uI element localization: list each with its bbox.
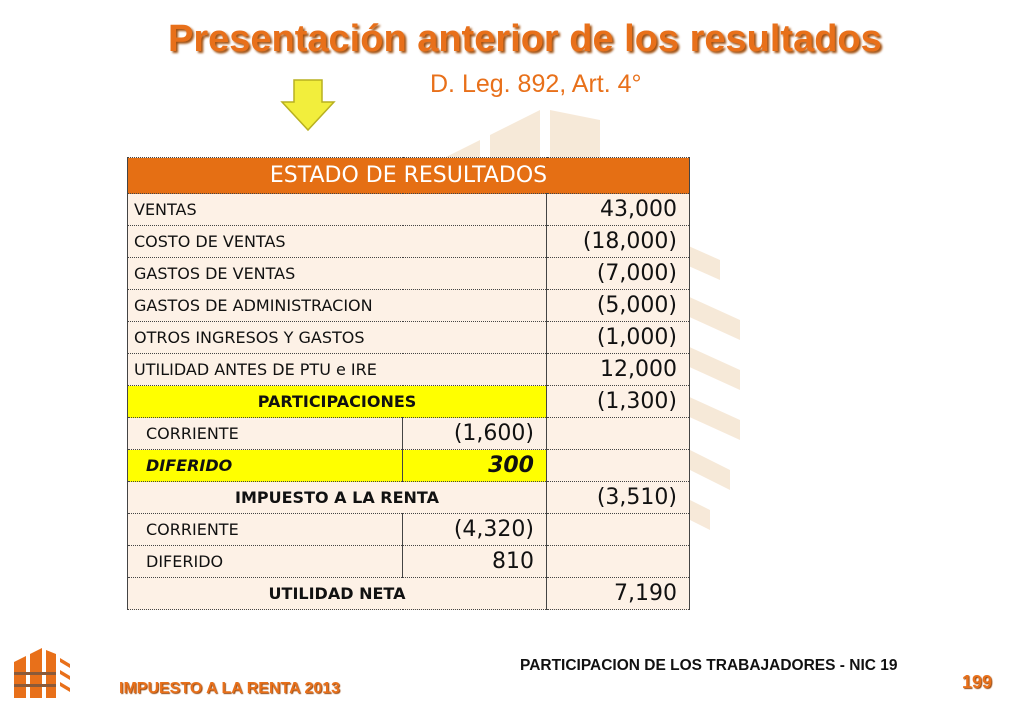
row-value: (18,000) bbox=[547, 226, 690, 258]
table-row bbox=[128, 290, 690, 322]
row-label: IMPUESTO A LA RENTA bbox=[128, 482, 547, 514]
footer-mid-text: PARTICIPACION DE LOS TRABAJADORES - NIC 19 bbox=[520, 657, 898, 674]
row-label: GASTOS DE VENTAS bbox=[128, 258, 547, 290]
row-value: (1,000) bbox=[547, 322, 690, 354]
table-row bbox=[128, 226, 690, 258]
row-label: GASTOS DE ADMINISTRACION bbox=[128, 290, 547, 322]
page-number: 199 bbox=[962, 672, 993, 692]
row-label: OTROS INGRESOS Y GASTOS bbox=[128, 322, 547, 354]
table-row bbox=[128, 546, 690, 578]
row-subvalue: 300 bbox=[403, 450, 547, 482]
table-row bbox=[128, 322, 690, 354]
row-label: COSTO DE VENTAS bbox=[128, 226, 547, 258]
row-value: (7,000) bbox=[547, 258, 690, 290]
row-label: PARTICIPACIONES bbox=[128, 386, 547, 418]
row-subvalue: 810 bbox=[403, 546, 547, 578]
row-label: CORRIENTE bbox=[128, 514, 403, 546]
row-label: DIFERIDO bbox=[128, 546, 403, 578]
company-logo-icon bbox=[8, 642, 72, 702]
row-value-empty bbox=[547, 514, 690, 546]
row-value-empty bbox=[547, 546, 690, 578]
table-header: ESTADO DE RESULTADOS bbox=[128, 158, 690, 194]
table-row bbox=[128, 578, 690, 610]
row-value: 43,000 bbox=[547, 194, 690, 226]
row-label: VENTAS bbox=[128, 194, 547, 226]
table-row bbox=[128, 258, 690, 290]
row-value-empty bbox=[547, 418, 690, 450]
row-value: (3,510) bbox=[547, 482, 690, 514]
table-row bbox=[128, 514, 690, 546]
income-statement-table bbox=[127, 157, 690, 610]
row-value: (5,000) bbox=[547, 290, 690, 322]
arrow-down-icon bbox=[280, 78, 336, 132]
row-value: 12,000 bbox=[547, 354, 690, 386]
row-label: UTILIDAD ANTES DE PTU e IRE bbox=[128, 354, 547, 386]
table-row bbox=[128, 386, 690, 418]
row-value: (1,300) bbox=[547, 386, 690, 418]
table-row bbox=[128, 354, 690, 386]
row-value-empty bbox=[547, 450, 690, 482]
slide-subtitle: D. Leg. 892, Art. 4° bbox=[430, 70, 642, 98]
table-row bbox=[128, 418, 690, 450]
footer-left-text: IMPUESTO A LA RENTA 2013 bbox=[119, 680, 341, 697]
row-label: CORRIENTE bbox=[128, 418, 403, 450]
row-value: 7,190 bbox=[547, 578, 690, 610]
row-subvalue: (4,320) bbox=[403, 514, 547, 546]
row-label: UTILIDAD NETA bbox=[128, 578, 547, 610]
table-row bbox=[128, 450, 690, 482]
table-row bbox=[128, 482, 690, 514]
slide-title: Presentación anterior de los resultados bbox=[168, 18, 882, 60]
row-subvalue: (1,600) bbox=[403, 418, 547, 450]
table-row bbox=[128, 194, 690, 226]
table-header-row bbox=[128, 158, 690, 194]
row-label: DIFERIDO bbox=[128, 450, 403, 482]
